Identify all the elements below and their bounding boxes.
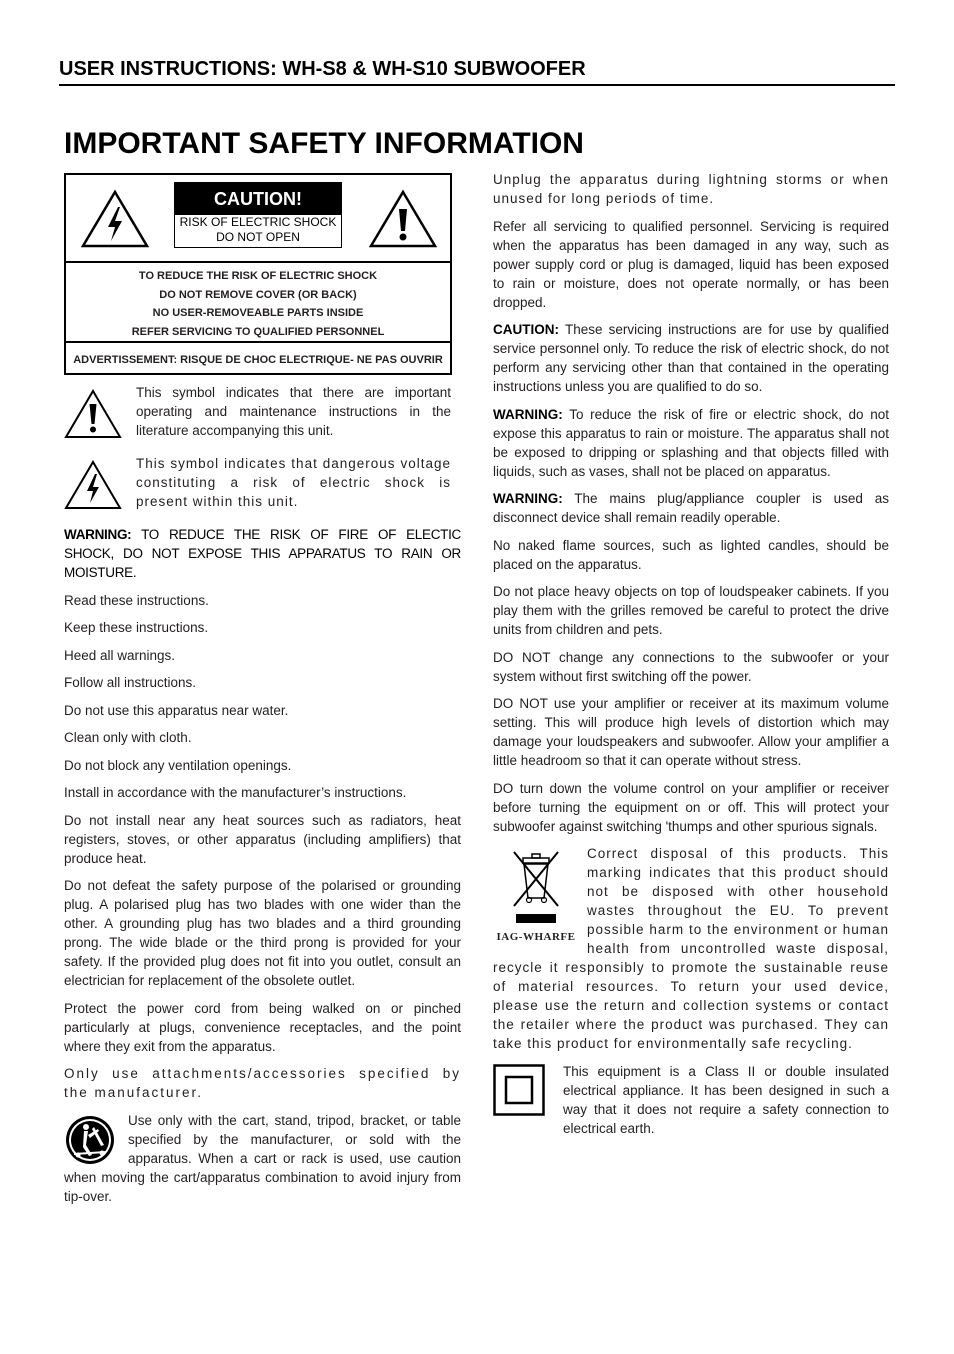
document-header: USER INSTRUCTIONS: WH-S8 & WH-S10 SUBWOOFER: [59, 57, 895, 86]
warning-label: WARNING:: [493, 491, 563, 506]
warning-plug-paragraph: [493, 489, 889, 527]
connections-paragraph: DO NOT change any connections to the subwoofer or your system without first switching off the power.: [493, 649, 889, 684]
disposal-text: Correct disposal of this products. This marking indicates that this product should not be disposed with other household wastes throughout the EU. To prevent possible harm to the environment or human health from uncontrolled waste disposal, recycle it responsibly to promote the sustainable reuse of material resources. To return your used device, please use the return and collection systems or contact the retailer where the product was purchased. They can take this product for environmentally safe recycling.: [493, 846, 889, 1051]
right-column: [493, 170, 889, 1146]
lightning-warning-icon: [80, 189, 150, 249]
instruction-item: Keep these instructions.: [64, 620, 209, 635]
instruction-item: Do not block any ventilation openings.: [64, 757, 292, 773]
plug-paragraph: Do not defeat the safety purpose of the polarised or grounding plug. A polarised plug has two blades with one wider than the other. A grounding plug has two blades and a third grounding prong. The wide blade or the third prong is provided for your safety. If the provided plug does not fit into you outlet, consult an electrician for replacement of the obsolete outlet.: [64, 878, 461, 988]
double-insulated-icon: [493, 1064, 545, 1116]
caution-label-line1: RISK OF ELECTRIC SHOCK: [179, 215, 337, 229]
caution-label-top-row: [66, 175, 450, 263]
instruction-item: Heed all warnings.: [64, 647, 176, 663]
exclamation-triangle-icon: [64, 389, 122, 439]
instruction-item: Do not use this apparatus near water.: [64, 702, 289, 718]
turndown-paragraph: DO turn down the volume control on your amplifier or receiver before turning the equipment on or off. This will protect your subwoofer against switching 'thumps and other spurious signals.: [493, 780, 889, 834]
class-ii-notice: [493, 1062, 889, 1147]
warning-paragraph: [64, 525, 461, 582]
warning-text: The mains plug/appliance coupler is used as disconnect device shall remain readily operable.: [493, 491, 889, 525]
caution-label-box: [64, 173, 452, 375]
symbol-explanation-lightning: [64, 454, 461, 516]
caution-line: NO USER-REMOVEABLE PARTS INSIDE: [152, 307, 364, 319]
left-column: [64, 383, 461, 1214]
caution-instructions: [66, 263, 450, 343]
lightning-triangle-icon: [64, 460, 122, 510]
symbol2-text: This symbol indicates that dangerous voltage constituting a risk of electric shock is present within this unit.: [136, 456, 451, 509]
class-ii-text: This equipment is a Class II or double insulated electrical appliance. It has been designed in such a way that it does not require a safety connection to electrical earth.: [563, 1063, 889, 1136]
caution-line: REFER SERVICING TO QUALIFIED PERSONNEL: [131, 325, 385, 338]
caution-paragraph: [493, 320, 889, 396]
caution-line: DO NOT REMOVE COVER (OR BACK): [159, 288, 357, 301]
caution-label-line2: DO NOT OPEN: [216, 230, 300, 244]
warning-text: TO REDUCE THE RISK OF FIRE OF ELECTIC SHOCK, DO NOT EXPOSE THIS APPARATUS TO RAIN OR MOISTURE.: [64, 527, 461, 580]
heat-paragraph: Do not install near any heat sources such as radiators, heat registers, stoves, or other apparatus (including amplifiers) that produce heat.: [64, 812, 461, 866]
symbol1-text: This symbol indicates that there are important operating and maintenance instructions in the literature accompanying this unit.: [136, 385, 451, 438]
weee-label: IAG-WHARFE: [496, 931, 576, 943]
attachments-paragraph: Only use attachments/accessories specified by the manufacturer.: [64, 1066, 461, 1100]
warning-label: WARNING:: [64, 527, 132, 542]
instruction-item: Read these instructions.: [64, 592, 209, 608]
caution-text: These servicing instructions are for use by qualified service personnel only. To reduce the risk of electric shock, do not perform any servicing other than that contained in the operating instructions unless you are qualified to do so.: [493, 322, 889, 394]
caution-label: [174, 182, 342, 248]
instruction-item: Install in accordance with the manufacturer’s instructions.: [64, 785, 407, 800]
cart-tipover-icon: [64, 1115, 116, 1165]
crossed-bin-icon: [504, 844, 568, 924]
warning-text: To reduce the risk of fire or electric shock, do not expose this apparatus to rain or moisture. The apparatus shall not be exposed to dripping or splashing and that objects filled with liquids, such as vases, shall not be placed on apparatus.: [493, 406, 889, 479]
servicing-paragraph: Refer all servicing to qualified personnel. Servicing is required when the apparatus has been damaged in any way, such as power supply cord or plug is damaged, liquid has been exposed to rain or moisture, does not operate normally, or has been dropped.: [493, 218, 889, 310]
warning-label: WARNING:: [493, 406, 563, 422]
warning-rain-paragraph: [493, 405, 889, 481]
weee-disposal: [493, 844, 889, 1053]
caution-label: CAUTION:: [493, 322, 559, 337]
symbol-explanation-exclamation: [64, 383, 461, 445]
exclamation-warning-icon: [368, 189, 438, 249]
flame-paragraph: No naked flame sources, such as lighted candles, should be placed on the apparatus.: [493, 537, 889, 572]
cart-text: Use only with the cart, stand, tripod, bracket, or table specified by the manufacturer, or sold with the apparatus. When a cart or rack is used, use caution when moving the cart/apparatus combination to avoid injury from tip-over.: [64, 1112, 461, 1204]
heavy-objects-paragraph: Do not place heavy objects on top of loudspeaker cabinets. If you play them with the grilles removed be careful to protect the drive units from children and pets.: [493, 584, 889, 637]
cord-paragraph: Protect the power cord from being walked on or pinched particularly at plugs, convenience receptacles, and the point where they exit from the apparatus.: [64, 1000, 461, 1054]
page-title: IMPORTANT SAFETY INFORMATION: [64, 127, 584, 160]
cart-warning: [64, 1111, 461, 1215]
weee-mark: [493, 844, 579, 943]
caution-line: TO REDUCE THE RISK OF ELECTRIC SHOCK: [138, 270, 378, 282]
unplug-paragraph: Unplug the apparatus during lightning storms or when unused for long periods of time.: [493, 172, 889, 206]
caution-label-title: CAUTION!: [175, 183, 341, 215]
volume-paragraph: DO NOT use your amplifier or receiver at its maximum volume setting. This will produce high levels of distortion which may damage your loudspeakers and subwoofer. Allow your amplifier a little headroom so that it can operate without stress.: [493, 696, 889, 768]
instruction-item: Follow all instructions.: [64, 675, 197, 690]
caution-french-text: ADVERTISSEMENT: RISQUE DE CHOC ELECTRIQUE- NE PAS OUVRIR: [73, 354, 443, 366]
instruction-item: Clean only with cloth.: [64, 730, 192, 745]
